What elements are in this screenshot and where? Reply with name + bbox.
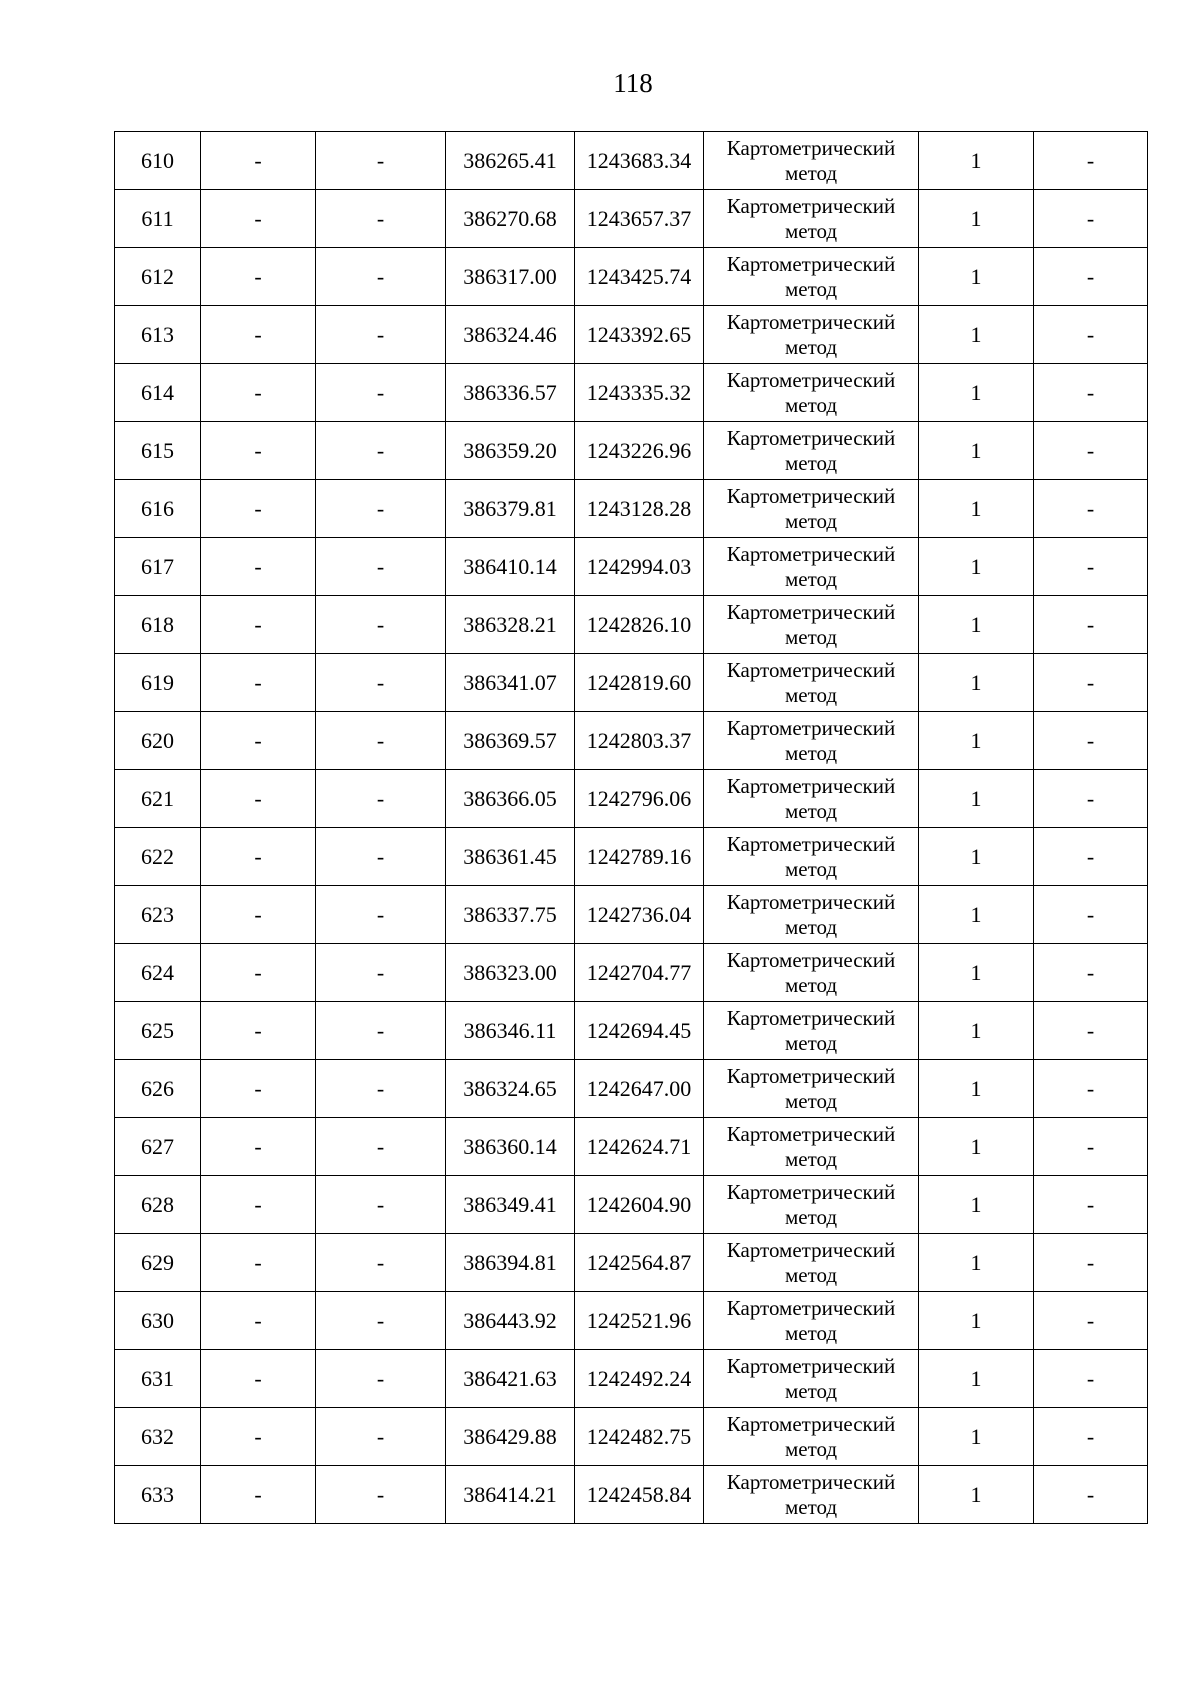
coordinate-y-cell: 1242564.87: [575, 1234, 704, 1292]
coordinate-x-cell: 386346.11: [446, 1002, 575, 1060]
empty-cell: -: [316, 422, 446, 480]
point-number-cell: 632: [115, 1408, 201, 1466]
coordinate-y-cell: 1243128.28: [575, 480, 704, 538]
note-cell: -: [1034, 828, 1148, 886]
empty-cell: -: [316, 1350, 446, 1408]
empty-cell: -: [201, 132, 316, 190]
table-row: [115, 480, 1148, 538]
point-number-cell: 627: [115, 1118, 201, 1176]
method-line-2: метод: [784, 1030, 838, 1055]
method-line-1: Картометрический: [726, 1005, 896, 1030]
note-cell: -: [1034, 364, 1148, 422]
method-line-1: Картометрический: [726, 425, 896, 450]
method-cell: [704, 248, 919, 306]
accuracy-cell: 1: [919, 422, 1034, 480]
coordinate-y-cell: 1243335.32: [575, 364, 704, 422]
method-line-1: Картометрический: [726, 541, 896, 566]
table-row: [115, 712, 1148, 770]
coordinate-y-cell: 1242796.06: [575, 770, 704, 828]
table-row: [115, 1234, 1148, 1292]
note-cell: -: [1034, 1118, 1148, 1176]
method-cell: [704, 1350, 919, 1408]
coordinate-y-cell: 1242521.96: [575, 1292, 704, 1350]
coordinate-y-cell: 1243226.96: [575, 422, 704, 480]
table-row: [115, 1060, 1148, 1118]
accuracy-cell: 1: [919, 1466, 1034, 1524]
empty-cell: -: [316, 944, 446, 1002]
note-cell: -: [1034, 190, 1148, 248]
method-cell: [704, 480, 919, 538]
method-line-1: Картометрический: [726, 715, 896, 740]
method-line-2: метод: [784, 1436, 838, 1461]
empty-cell: -: [201, 1292, 316, 1350]
empty-cell: -: [201, 248, 316, 306]
empty-cell: -: [201, 190, 316, 248]
method-line-2: метод: [784, 1320, 838, 1345]
coordinate-x-cell: 386410.14: [446, 538, 575, 596]
note-cell: -: [1034, 538, 1148, 596]
point-number-cell: 619: [115, 654, 201, 712]
note-cell: -: [1034, 1466, 1148, 1524]
coordinate-x-cell: 386270.68: [446, 190, 575, 248]
method-line-1: Картометрический: [726, 599, 896, 624]
accuracy-cell: 1: [919, 1234, 1034, 1292]
method-cell: [704, 190, 919, 248]
coordinate-x-cell: 386443.92: [446, 1292, 575, 1350]
coordinate-x-cell: 386337.75: [446, 886, 575, 944]
method-cell: [704, 132, 919, 190]
note-cell: -: [1034, 886, 1148, 944]
method-line-1: Картометрический: [726, 135, 896, 160]
note-cell: -: [1034, 1234, 1148, 1292]
empty-cell: -: [201, 422, 316, 480]
point-number-cell: 630: [115, 1292, 201, 1350]
table-row: [115, 654, 1148, 712]
coordinate-x-cell: 386429.88: [446, 1408, 575, 1466]
coordinate-y-cell: 1243683.34: [575, 132, 704, 190]
coordinate-x-cell: 386369.57: [446, 712, 575, 770]
note-cell: -: [1034, 248, 1148, 306]
empty-cell: -: [316, 480, 446, 538]
method-line-1: Картометрический: [726, 1179, 896, 1204]
note-cell: -: [1034, 132, 1148, 190]
method-cell: [704, 306, 919, 364]
method-cell: [704, 1408, 919, 1466]
method-line-2: метод: [784, 740, 838, 765]
point-number-cell: 629: [115, 1234, 201, 1292]
table-row: [115, 306, 1148, 364]
note-cell: -: [1034, 306, 1148, 364]
accuracy-cell: 1: [919, 886, 1034, 944]
table-row: [115, 886, 1148, 944]
table-row: [115, 1292, 1148, 1350]
table-row: [115, 248, 1148, 306]
accuracy-cell: 1: [919, 306, 1034, 364]
point-number-cell: 611: [115, 190, 201, 248]
empty-cell: -: [201, 1350, 316, 1408]
note-cell: -: [1034, 712, 1148, 770]
method-cell: [704, 1292, 919, 1350]
note-cell: -: [1034, 422, 1148, 480]
method-line-1: Картометрический: [726, 889, 896, 914]
method-line-1: Картометрический: [726, 309, 896, 334]
coordinate-y-cell: 1242803.37: [575, 712, 704, 770]
empty-cell: -: [316, 596, 446, 654]
point-number-cell: 622: [115, 828, 201, 886]
note-cell: -: [1034, 1292, 1148, 1350]
coordinate-y-cell: 1243392.65: [575, 306, 704, 364]
empty-cell: -: [316, 828, 446, 886]
method-line-1: Картометрический: [726, 193, 896, 218]
note-cell: -: [1034, 1002, 1148, 1060]
point-number-cell: 610: [115, 132, 201, 190]
empty-cell: -: [316, 1292, 446, 1350]
method-cell: [704, 712, 919, 770]
method-line-2: метод: [784, 160, 838, 185]
method-line-2: метод: [784, 798, 838, 823]
empty-cell: -: [316, 1118, 446, 1176]
accuracy-cell: 1: [919, 538, 1034, 596]
empty-cell: -: [201, 712, 316, 770]
coordinate-y-cell: 1242492.24: [575, 1350, 704, 1408]
method-line-1: Картометрический: [726, 773, 896, 798]
empty-cell: -: [201, 1002, 316, 1060]
point-number-cell: 617: [115, 538, 201, 596]
coordinate-y-cell: 1243425.74: [575, 248, 704, 306]
coordinate-x-cell: 386360.14: [446, 1118, 575, 1176]
table-row: [115, 364, 1148, 422]
accuracy-cell: 1: [919, 132, 1034, 190]
method-line-2: метод: [784, 334, 838, 359]
point-number-cell: 631: [115, 1350, 201, 1408]
point-number-cell: 616: [115, 480, 201, 538]
method-line-2: метод: [784, 682, 838, 707]
point-number-cell: 615: [115, 422, 201, 480]
method-line-1: Картометрический: [726, 251, 896, 276]
method-cell: [704, 1060, 919, 1118]
method-cell: [704, 538, 919, 596]
empty-cell: -: [316, 538, 446, 596]
empty-cell: -: [201, 1466, 316, 1524]
note-cell: -: [1034, 1408, 1148, 1466]
table-row: [115, 770, 1148, 828]
method-cell: [704, 944, 919, 1002]
empty-cell: -: [201, 1060, 316, 1118]
method-cell: [704, 364, 919, 422]
empty-cell: -: [316, 1002, 446, 1060]
empty-cell: -: [316, 364, 446, 422]
empty-cell: -: [201, 1118, 316, 1176]
method-line-2: метод: [784, 392, 838, 417]
table-row: [115, 596, 1148, 654]
method-line-1: Картометрический: [726, 367, 896, 392]
method-line-2: метод: [784, 566, 838, 591]
method-line-1: Картометрический: [726, 1353, 896, 1378]
empty-cell: -: [201, 828, 316, 886]
table-row: [115, 538, 1148, 596]
method-cell: [704, 886, 919, 944]
empty-cell: -: [201, 1234, 316, 1292]
coordinate-x-cell: 386323.00: [446, 944, 575, 1002]
table-row: [115, 422, 1148, 480]
method-cell: [704, 654, 919, 712]
coordinate-x-cell: 386341.07: [446, 654, 575, 712]
accuracy-cell: 1: [919, 1118, 1034, 1176]
method-line-2: метод: [784, 1378, 838, 1403]
accuracy-cell: 1: [919, 1060, 1034, 1118]
method-line-2: метод: [784, 450, 838, 475]
method-line-1: Картометрический: [726, 1411, 896, 1436]
accuracy-cell: 1: [919, 828, 1034, 886]
table-row: [115, 132, 1148, 190]
method-line-2: метод: [784, 624, 838, 649]
method-line-1: Картометрический: [726, 657, 896, 682]
point-number-cell: 614: [115, 364, 201, 422]
note-cell: -: [1034, 770, 1148, 828]
method-line-2: метод: [784, 914, 838, 939]
method-line-2: метод: [784, 1146, 838, 1171]
note-cell: -: [1034, 1060, 1148, 1118]
coordinate-y-cell: 1242624.71: [575, 1118, 704, 1176]
coordinate-y-cell: 1242647.00: [575, 1060, 704, 1118]
coordinate-x-cell: 386324.46: [446, 306, 575, 364]
empty-cell: -: [316, 190, 446, 248]
coordinate-x-cell: 386328.21: [446, 596, 575, 654]
method-line-2: метод: [784, 276, 838, 301]
empty-cell: -: [201, 1408, 316, 1466]
point-number-cell: 612: [115, 248, 201, 306]
coordinate-y-cell: 1242694.45: [575, 1002, 704, 1060]
empty-cell: -: [316, 306, 446, 364]
empty-cell: -: [201, 364, 316, 422]
coordinate-y-cell: 1242826.10: [575, 596, 704, 654]
method-line-2: метод: [784, 1494, 838, 1519]
empty-cell: -: [316, 770, 446, 828]
method-line-1: Картометрический: [726, 1295, 896, 1320]
table-row: [115, 190, 1148, 248]
table-row: [115, 1002, 1148, 1060]
empty-cell: -: [201, 538, 316, 596]
coordinate-x-cell: 386361.45: [446, 828, 575, 886]
accuracy-cell: 1: [919, 712, 1034, 770]
accuracy-cell: 1: [919, 944, 1034, 1002]
empty-cell: -: [316, 712, 446, 770]
method-line-1: Картометрический: [726, 483, 896, 508]
table-row: [115, 1350, 1148, 1408]
method-line-1: Картометрический: [726, 947, 896, 972]
table-row: [115, 1408, 1148, 1466]
coordinate-x-cell: 386324.65: [446, 1060, 575, 1118]
method-cell: [704, 1234, 919, 1292]
empty-cell: -: [316, 132, 446, 190]
method-line-1: Картометрический: [726, 1237, 896, 1262]
accuracy-cell: 1: [919, 190, 1034, 248]
empty-cell: -: [316, 248, 446, 306]
empty-cell: -: [201, 944, 316, 1002]
accuracy-cell: 1: [919, 1408, 1034, 1466]
method-cell: [704, 1118, 919, 1176]
coordinate-y-cell: 1242789.16: [575, 828, 704, 886]
accuracy-cell: 1: [919, 1176, 1034, 1234]
method-line-2: метод: [784, 1088, 838, 1113]
method-cell: [704, 770, 919, 828]
accuracy-cell: 1: [919, 248, 1034, 306]
coordinate-x-cell: 386394.81: [446, 1234, 575, 1292]
empty-cell: -: [201, 654, 316, 712]
accuracy-cell: 1: [919, 480, 1034, 538]
method-cell: [704, 1176, 919, 1234]
coordinate-y-cell: 1242819.60: [575, 654, 704, 712]
accuracy-cell: 1: [919, 770, 1034, 828]
table-row: [115, 828, 1148, 886]
coordinate-y-cell: 1242482.75: [575, 1408, 704, 1466]
point-number-cell: 625: [115, 1002, 201, 1060]
point-number-cell: 624: [115, 944, 201, 1002]
point-number-cell: 618: [115, 596, 201, 654]
method-line-2: метод: [784, 1204, 838, 1229]
note-cell: -: [1034, 654, 1148, 712]
accuracy-cell: 1: [919, 1002, 1034, 1060]
coordinate-y-cell: 1242458.84: [575, 1466, 704, 1524]
point-number-cell: 620: [115, 712, 201, 770]
method-cell: [704, 422, 919, 480]
accuracy-cell: 1: [919, 1292, 1034, 1350]
point-number-cell: 613: [115, 306, 201, 364]
coordinate-x-cell: 386349.41: [446, 1176, 575, 1234]
empty-cell: -: [316, 654, 446, 712]
method-line-2: метод: [784, 972, 838, 997]
accuracy-cell: 1: [919, 596, 1034, 654]
coordinate-x-cell: 386265.41: [446, 132, 575, 190]
method-cell: [704, 596, 919, 654]
accuracy-cell: 1: [919, 364, 1034, 422]
note-cell: -: [1034, 1350, 1148, 1408]
empty-cell: -: [201, 1176, 316, 1234]
point-number-cell: 623: [115, 886, 201, 944]
point-number-cell: 633: [115, 1466, 201, 1524]
note-cell: -: [1034, 944, 1148, 1002]
empty-cell: -: [201, 770, 316, 828]
coordinate-y-cell: 1242704.77: [575, 944, 704, 1002]
coordinate-y-cell: 1243657.37: [575, 190, 704, 248]
empty-cell: -: [201, 886, 316, 944]
table-body: [115, 132, 1148, 1524]
coordinate-y-cell: 1242994.03: [575, 538, 704, 596]
page-number: 118: [613, 68, 653, 98]
coordinate-y-cell: 1242736.04: [575, 886, 704, 944]
coordinate-x-cell: 386366.05: [446, 770, 575, 828]
empty-cell: -: [316, 1234, 446, 1292]
table-row: [115, 1466, 1148, 1524]
method-line-1: Картометрический: [726, 1121, 896, 1146]
method-line-2: метод: [784, 508, 838, 533]
method-line-1: Картометрический: [726, 1063, 896, 1088]
coordinate-x-cell: 386379.81: [446, 480, 575, 538]
coordinates-table: [114, 131, 1148, 1524]
empty-cell: -: [201, 306, 316, 364]
point-number-cell: 621: [115, 770, 201, 828]
coordinate-x-cell: 386421.63: [446, 1350, 575, 1408]
note-cell: -: [1034, 596, 1148, 654]
coordinate-x-cell: 386414.21: [446, 1466, 575, 1524]
accuracy-cell: 1: [919, 1350, 1034, 1408]
method-cell: [704, 828, 919, 886]
method-cell: [704, 1002, 919, 1060]
method-line-1: Картометрический: [726, 831, 896, 856]
empty-cell: -: [316, 1466, 446, 1524]
coordinate-x-cell: 386317.00: [446, 248, 575, 306]
empty-cell: -: [316, 886, 446, 944]
note-cell: -: [1034, 1176, 1148, 1234]
point-number-cell: 628: [115, 1176, 201, 1234]
empty-cell: -: [201, 596, 316, 654]
method-cell: [704, 1466, 919, 1524]
table-row: [115, 1176, 1148, 1234]
empty-cell: -: [201, 480, 316, 538]
note-cell: -: [1034, 480, 1148, 538]
coordinate-x-cell: 386336.57: [446, 364, 575, 422]
empty-cell: -: [316, 1060, 446, 1118]
coordinate-y-cell: 1242604.90: [575, 1176, 704, 1234]
method-line-2: метод: [784, 218, 838, 243]
method-line-2: метод: [784, 856, 838, 881]
empty-cell: -: [316, 1408, 446, 1466]
accuracy-cell: 1: [919, 654, 1034, 712]
coordinate-x-cell: 386359.20: [446, 422, 575, 480]
method-line-1: Картометрический: [726, 1469, 896, 1494]
empty-cell: -: [316, 1176, 446, 1234]
table-row: [115, 944, 1148, 1002]
method-line-2: метод: [784, 1262, 838, 1287]
table-row: [115, 1118, 1148, 1176]
point-number-cell: 626: [115, 1060, 201, 1118]
